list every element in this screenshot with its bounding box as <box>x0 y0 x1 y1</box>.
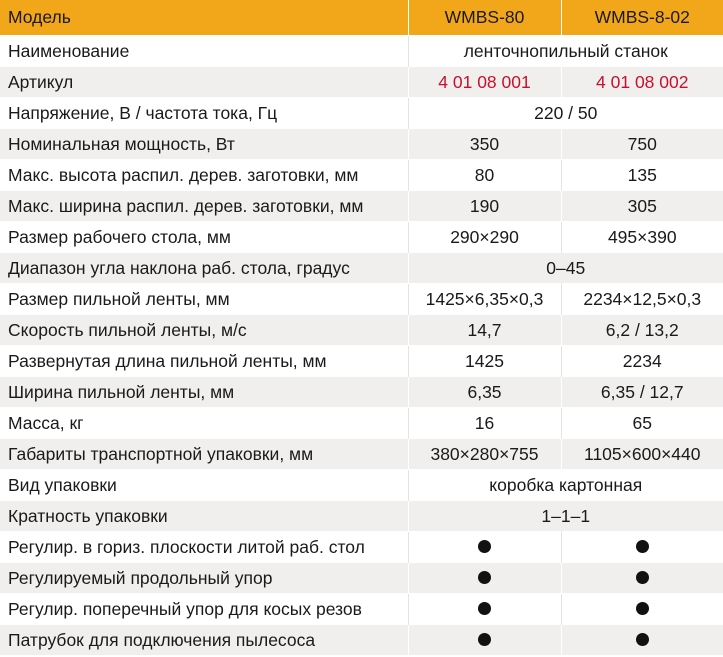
table-row <box>0 284 723 315</box>
feature-dot-icon <box>636 633 649 646</box>
row-label: Макс. высота распил. дерев. заготовки, мм <box>8 165 359 185</box>
row-label: Масса, кг <box>8 413 84 433</box>
row-value-model-1 <box>408 532 561 563</box>
row-value-model-2: 6,2 / 13,2 <box>561 315 723 346</box>
row-value-model-1 <box>408 563 561 594</box>
table-row <box>0 129 723 160</box>
row-label: Вид упаковки <box>8 475 117 495</box>
feature-dot-icon <box>636 540 649 553</box>
header-model-1: WMBS-80 <box>408 0 561 36</box>
table-row <box>0 563 723 594</box>
row-value-model-2: 4 01 08 002 <box>561 67 723 98</box>
row-value-model-1: 14,7 <box>408 315 561 346</box>
table-row <box>0 315 723 346</box>
row-value-model-1: 4 01 08 001 <box>408 67 561 98</box>
feature-dot-icon <box>636 571 649 584</box>
row-label: Регулир. в гориз. плоскости литой раб. стол <box>8 537 365 557</box>
table-row <box>0 532 723 563</box>
row-value-model-1: 16 <box>408 408 561 439</box>
row-label: Регулируемый продольный упор <box>8 568 273 588</box>
header-model-label: Модель <box>0 0 408 36</box>
row-value-model-1: 190 <box>408 191 561 222</box>
table-row <box>0 439 723 470</box>
row-value-model-1: 1425 <box>408 346 561 377</box>
table-row <box>0 501 723 532</box>
row-value-shared: 220 / 50 <box>408 98 723 129</box>
row-value-model-1: 6,35 <box>408 377 561 408</box>
row-value-model-1: 1425×6,35×0,3 <box>408 284 561 315</box>
header-row <box>0 0 723 36</box>
row-label: Развернутая длина пильной ленты, мм <box>8 351 327 371</box>
header-model-2: WMBS-8-02 <box>594 7 690 27</box>
row-label: Скорость пильной ленты, м/с <box>8 320 247 340</box>
row-value-model-1 <box>408 625 561 656</box>
row-value-model-2 <box>561 625 723 656</box>
row-label: Габариты транспортной упаковки, мм <box>8 444 314 464</box>
feature-dot-icon <box>478 602 491 615</box>
row-value-model-2 <box>561 532 723 563</box>
row-label: Макс. ширина распил. дерев. заготовки, мм <box>8 196 364 216</box>
table-row <box>0 222 723 253</box>
table-row <box>0 67 723 98</box>
row-label: Патрубок для подключения пылесоса <box>8 630 316 650</box>
row-value-shared: коробка картонная <box>408 470 723 501</box>
table-row <box>0 625 723 656</box>
row-label: Ширина пильной ленты, мм <box>8 382 235 402</box>
row-value-model-1: 290×290 <box>408 222 561 253</box>
row-value-model-2: 305 <box>561 191 723 222</box>
table-row <box>0 377 723 408</box>
table-row <box>0 408 723 439</box>
table-row <box>0 594 723 625</box>
row-value-model-2: 1105×600×440 <box>561 439 723 470</box>
row-value-model-2 <box>561 594 723 625</box>
table-row <box>0 191 723 222</box>
feature-dot-icon <box>478 571 491 584</box>
row-label: Кратность упаковки <box>8 506 168 526</box>
row-value-model-1 <box>408 594 561 625</box>
table-row <box>0 253 723 284</box>
row-label: Диапазон угла наклона раб. стола, градус <box>8 258 350 278</box>
row-value-model-1: 380×280×755 <box>408 439 561 470</box>
row-value-model-2: 65 <box>561 408 723 439</box>
row-label: Напряжение, В / частота тока, Гц <box>8 103 278 123</box>
row-value-model-2: 750 <box>561 129 723 160</box>
table-row <box>0 98 723 129</box>
row-value-model-2: 2234×12,5×0,3 <box>561 284 723 315</box>
row-value-shared: 0–45 <box>408 253 723 284</box>
table-row <box>0 36 723 67</box>
feature-dot-icon <box>478 633 491 646</box>
table-row <box>0 160 723 191</box>
row-value-model-2: 135 <box>561 160 723 191</box>
table-row <box>0 470 723 501</box>
row-label: Наименование <box>8 41 130 61</box>
row-value-model-1: 350 <box>408 129 561 160</box>
row-label: Размер пильной ленты, мм <box>8 289 230 309</box>
row-label: Артикул <box>8 72 74 92</box>
feature-dot-icon <box>478 540 491 553</box>
row-label: Номинальная мощность, Вт <box>8 134 235 154</box>
row-value-model-2: 6,35 / 12,7 <box>561 377 723 408</box>
spec-table-header <box>0 0 723 36</box>
table-row <box>0 346 723 377</box>
row-value-shared: 1–1–1 <box>408 501 723 532</box>
row-value-shared: ленточнопильный станок <box>408 36 723 67</box>
row-label: Размер рабочего стола, мм <box>8 227 231 247</box>
row-value-model-2: 495×390 <box>561 222 723 253</box>
row-value-model-2 <box>561 563 723 594</box>
spec-table-body <box>0 36 723 656</box>
feature-dot-icon <box>636 602 649 615</box>
row-value-model-2: 2234 <box>561 346 723 377</box>
row-label: Регулир. поперечный упор для косых резов <box>8 599 362 619</box>
row-value-model-1: 80 <box>408 160 561 191</box>
